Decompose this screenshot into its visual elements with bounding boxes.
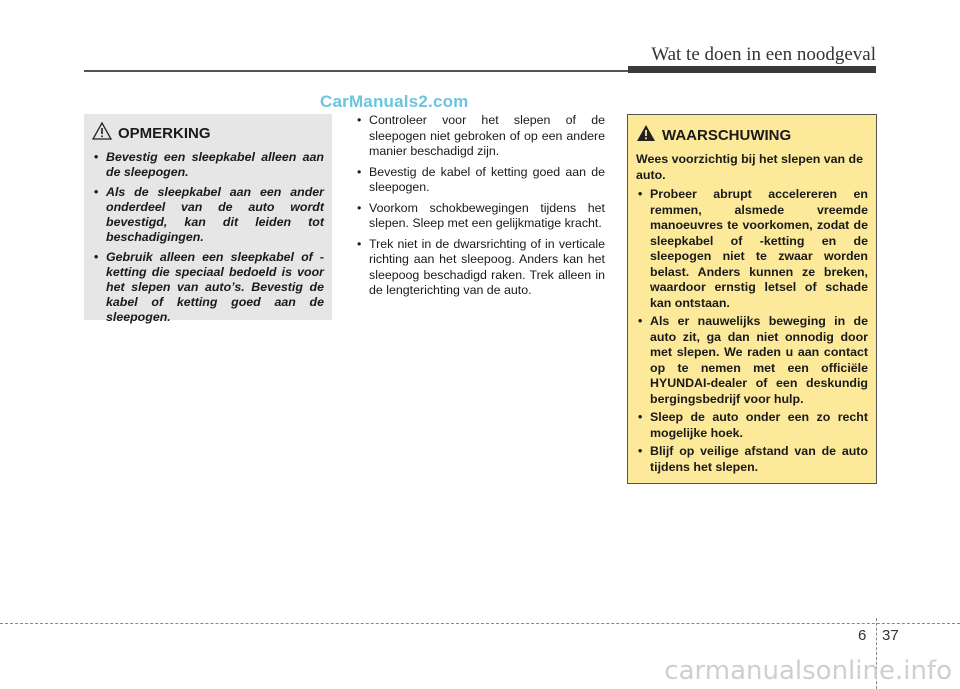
note-item: • Als de sleepkabel aan een ander onderdeel van de auto wordt bevestigd, kan dit leiden tot beschadigingen.: [92, 185, 324, 245]
middle-item: • Bevestig de kabel of ketting goed aan de sleepogen.: [355, 165, 605, 196]
watermark-top: CarManuals2.com: [320, 92, 469, 111]
caution-triangle-icon: [92, 122, 112, 145]
warning-title: WAARSCHUWING: [662, 127, 792, 144]
middle-item: • Controleer voor het slepen of de sleepogen niet gebroken of op een andere manier beschadigd zijn.: [355, 113, 605, 160]
warning-intro: Wees voorzichtig bij het slepen van de auto.: [636, 152, 863, 182]
warning-header: [636, 124, 868, 147]
chapter-number: 6: [858, 627, 867, 644]
page-number: 37: [882, 627, 899, 644]
warning-triangle-icon: [636, 124, 656, 147]
warning-item: • Probeer abrupt accelereren en remmen, alsmede vreemde manoeuvres te voorkomen, zodat de sleepkabel of -ketting en de sleepogen niet te zwaar worden belast. Anders kunnen ze breken, waardoor ernstig letsel of schade kan ontstaan.: [636, 187, 868, 311]
middle-item: • Trek niet in de dwarsrichting of in verticale richting aan het sleepoog. Anders kan het sleepoog beschadigd raken. Trek alleen in de lengterichting van de auto.: [355, 237, 605, 299]
note-box: [84, 114, 332, 324]
note-item: • Bevestig een sleepkabel alleen aan de sleepogen.: [92, 150, 324, 180]
warning-list: [636, 187, 868, 475]
middle-column: [355, 113, 605, 304]
warning-box: [627, 114, 877, 484]
note-title: OPMERKING: [118, 125, 211, 142]
note-list: [92, 150, 324, 325]
note-item: • Gebruik alleen een sleepkabel of -ketting die speciaal bedoeld is voor het slepen van auto’s. Bevestig de kabel of ketting goed aan de sleepogen.: [92, 250, 324, 325]
middle-list: [355, 113, 605, 299]
warning-item: • Als er nauwelijks beweging in de auto zit, ga dan niet onnodig door met slepen. We raden u aan contact op te nemen met een officiële HYUNDAI-dealer of een deskundig bergingsbedrijf voor hulp.: [636, 314, 868, 407]
page-header-title: Wat te doen in een noodgeval: [651, 44, 876, 65]
middle-item: • Voorkom schokbewegingen tijdens het slepen. Sleep met een gelijkmatige kracht.: [355, 201, 605, 232]
watermark-bottom: carmanualsonline.info: [664, 656, 952, 686]
header-rule-accent: [628, 66, 876, 73]
warning-item: • Blijf op veilige afstand van de auto tijdens het slepen.: [636, 444, 868, 475]
header-rule: [84, 70, 628, 72]
note-header: [92, 122, 324, 145]
warning-item: • Sleep de auto onder een zo recht mogelijke hoek.: [636, 410, 868, 441]
footer-rule: [0, 623, 960, 624]
